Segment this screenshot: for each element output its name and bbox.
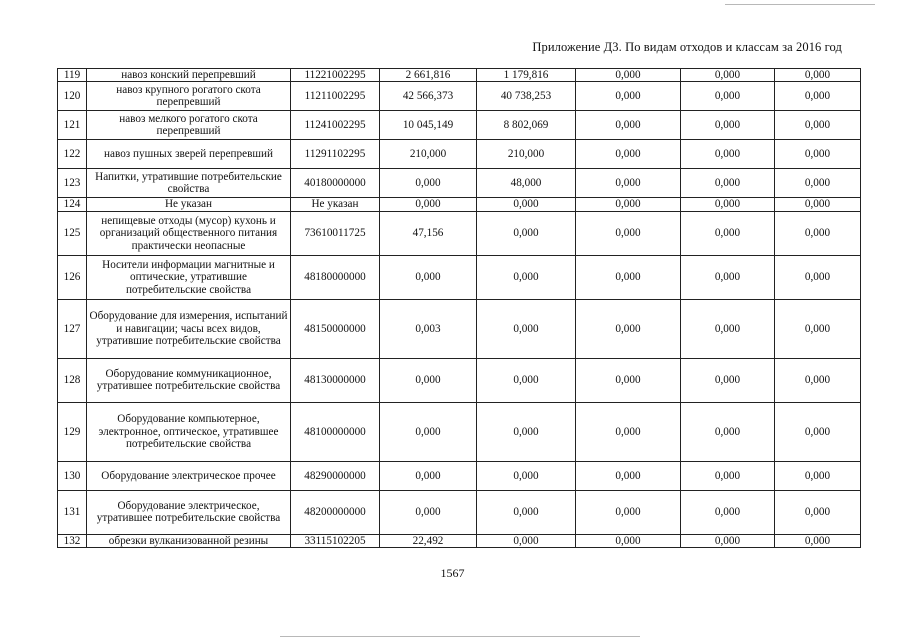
waste-name-cell: непищевые отходы (мусор) кухонь и организаций общественного питания практически неопасные (87, 211, 291, 255)
value-cell-2: 0,000 (477, 534, 576, 547)
value-cell-3: 0,000 (576, 198, 681, 211)
value-cell-1: 210,000 (380, 140, 477, 169)
row-number-cell: 129 (58, 402, 87, 461)
value-cell-5: 0,000 (775, 169, 861, 198)
value-cell-1: 0,000 (380, 198, 477, 211)
waste-name-cell: навоз мелкого рогатого скота перепревший (87, 111, 291, 140)
value-cell-5: 0,000 (775, 111, 861, 140)
value-cell-2: 40 738,253 (477, 82, 576, 111)
fkko-code-cell: 11221002295 (291, 69, 380, 82)
waste-name-cell: Оборудование компьютерное, электронное, оптическое, утратившее потребительские свойства (87, 402, 291, 461)
value-cell-4: 0,000 (681, 198, 775, 211)
value-cell-4: 0,000 (681, 461, 775, 490)
table-row (58, 299, 861, 358)
value-cell-2: 0,000 (477, 490, 576, 534)
value-cell-3: 0,000 (576, 82, 681, 111)
value-cell-3: 0,000 (576, 140, 681, 169)
value-cell-5: 0,000 (775, 211, 861, 255)
value-cell-1: 0,000 (380, 169, 477, 198)
value-cell-2: 0,000 (477, 358, 576, 402)
value-cell-3: 0,000 (576, 534, 681, 547)
value-cell-3: 0,000 (576, 211, 681, 255)
value-cell-3: 0,000 (576, 111, 681, 140)
value-cell-3: 0,000 (576, 169, 681, 198)
waste-table-body (58, 69, 861, 548)
waste-name-cell: Оборудование коммуникационное, утратившее потребительские свойства (87, 358, 291, 402)
value-cell-1: 42 566,373 (380, 82, 477, 111)
value-cell-2: 0,000 (477, 461, 576, 490)
value-cell-3: 0,000 (576, 69, 681, 82)
value-cell-4: 0,000 (681, 490, 775, 534)
waste-name-cell: навоз конский перепревший (87, 69, 291, 82)
value-cell-1: 0,000 (380, 402, 477, 461)
row-number-cell: 130 (58, 461, 87, 490)
fkko-code-cell: 48150000000 (291, 299, 380, 358)
value-cell-5: 0,000 (775, 402, 861, 461)
value-cell-4: 0,000 (681, 140, 775, 169)
value-cell-5: 0,000 (775, 255, 861, 299)
value-cell-2: 0,000 (477, 299, 576, 358)
value-cell-3: 0,000 (576, 402, 681, 461)
value-cell-5: 0,000 (775, 461, 861, 490)
value-cell-3: 0,000 (576, 490, 681, 534)
row-number-cell: 128 (58, 358, 87, 402)
waste-name-cell: Не указан (87, 198, 291, 211)
value-cell-5: 0,000 (775, 490, 861, 534)
value-cell-2: 210,000 (477, 140, 576, 169)
row-number-cell: 131 (58, 490, 87, 534)
value-cell-5: 0,000 (775, 358, 861, 402)
value-cell-3: 0,000 (576, 255, 681, 299)
table-row (58, 82, 861, 111)
row-number-cell: 126 (58, 255, 87, 299)
page-number: 1567 (440, 566, 465, 580)
value-cell-4: 0,000 (681, 211, 775, 255)
value-cell-1: 22,492 (380, 534, 477, 547)
fkko-code-cell: 33115102205 (291, 534, 380, 547)
scan-artifact (725, 4, 875, 5)
table-row (58, 402, 861, 461)
table-row (58, 461, 861, 490)
fkko-code-cell: 48130000000 (291, 358, 380, 402)
waste-name-cell: обрезки вулканизованной резины (87, 534, 291, 547)
value-cell-2: 48,000 (477, 169, 576, 198)
value-cell-1: 0,000 (380, 461, 477, 490)
waste-table-container (57, 68, 860, 548)
waste-name-cell: навоз крупного рогатого скота перепревший (87, 82, 291, 111)
value-cell-3: 0,000 (576, 299, 681, 358)
fkko-code-cell: 48200000000 (291, 490, 380, 534)
fkko-code-cell: Не указан (291, 198, 380, 211)
value-cell-5: 0,000 (775, 299, 861, 358)
table-row (58, 198, 861, 211)
value-cell-2: 8 802,069 (477, 111, 576, 140)
fkko-code-cell: 48180000000 (291, 255, 380, 299)
value-cell-4: 0,000 (681, 402, 775, 461)
table-row (58, 169, 861, 198)
value-cell-4: 0,000 (681, 169, 775, 198)
table-row (58, 255, 861, 299)
row-number-cell: 125 (58, 211, 87, 255)
waste-name-cell: Оборудование электрическое прочее (87, 461, 291, 490)
value-cell-1: 0,000 (380, 255, 477, 299)
fkko-code-cell: 73610011725 (291, 211, 380, 255)
row-number-cell: 121 (58, 111, 87, 140)
value-cell-4: 0,000 (681, 299, 775, 358)
table-row (58, 211, 861, 255)
value-cell-4: 0,000 (681, 69, 775, 82)
waste-name-cell: Оборудование электрическое, утратившее потребительские свойства (87, 490, 291, 534)
value-cell-1: 0,000 (380, 358, 477, 402)
value-cell-5: 0,000 (775, 69, 861, 82)
page-header-title: Приложение Д3. По видам отходов и классам за 2016 год (532, 40, 842, 54)
value-cell-5: 0,000 (775, 534, 861, 547)
value-cell-4: 0,000 (681, 255, 775, 299)
fkko-code-cell: 11291102295 (291, 140, 380, 169)
fkko-code-cell: 11241002295 (291, 111, 380, 140)
row-number-cell: 132 (58, 534, 87, 547)
value-cell-5: 0,000 (775, 198, 861, 211)
value-cell-3: 0,000 (576, 461, 681, 490)
value-cell-4: 0,000 (681, 358, 775, 402)
value-cell-1: 10 045,149 (380, 111, 477, 140)
waste-name-cell: Напитки, утратившие потребительские свойства (87, 169, 291, 198)
value-cell-1: 2 661,816 (380, 69, 477, 82)
value-cell-4: 0,000 (681, 111, 775, 140)
value-cell-4: 0,000 (681, 82, 775, 111)
value-cell-1: 47,156 (380, 211, 477, 255)
table-row (58, 490, 861, 534)
fkko-code-cell: 48290000000 (291, 461, 380, 490)
table-row (58, 534, 861, 547)
value-cell-5: 0,000 (775, 82, 861, 111)
value-cell-3: 0,000 (576, 358, 681, 402)
table-row (58, 111, 861, 140)
waste-name-cell: Оборудование для измерения, испытаний и навигации; часы всех видов, утратившие потребительские свойства (87, 299, 291, 358)
table-row (58, 69, 861, 82)
fkko-code-cell: 40180000000 (291, 169, 380, 198)
row-number-cell: 127 (58, 299, 87, 358)
value-cell-1: 0,000 (380, 490, 477, 534)
waste-name-cell: Носители информации магнитные и оптические, утратившие потребительские свойства (87, 255, 291, 299)
table-row (58, 358, 861, 402)
fkko-code-cell: 48100000000 (291, 402, 380, 461)
row-number-cell: 123 (58, 169, 87, 198)
fkko-code-cell: 11211002295 (291, 82, 380, 111)
value-cell-2: 0,000 (477, 402, 576, 461)
waste-table (57, 68, 861, 548)
value-cell-2: 0,000 (477, 211, 576, 255)
row-number-cell: 119 (58, 69, 87, 82)
waste-name-cell: навоз пушных зверей перепревший (87, 140, 291, 169)
scan-artifact (280, 636, 640, 637)
value-cell-2: 0,000 (477, 255, 576, 299)
value-cell-2: 1 179,816 (477, 69, 576, 82)
row-number-cell: 120 (58, 82, 87, 111)
value-cell-5: 0,000 (775, 140, 861, 169)
value-cell-1: 0,003 (380, 299, 477, 358)
value-cell-2: 0,000 (477, 198, 576, 211)
table-row (58, 140, 861, 169)
value-cell-4: 0,000 (681, 534, 775, 547)
row-number-cell: 122 (58, 140, 87, 169)
row-number-cell: 124 (58, 198, 87, 211)
